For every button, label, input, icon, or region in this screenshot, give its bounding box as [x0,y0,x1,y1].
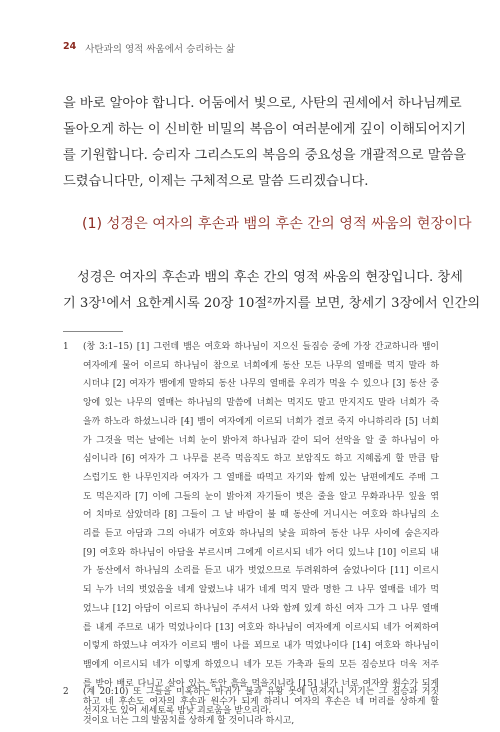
footnote-line: 하고 네 후손도 여자의 후손과 원수가 되게 하리니 여자의 후손은 네 머리를 상하게 할 [83,697,439,708]
footnote-number: 2 [63,687,69,697]
footnote-line: 었느냐 [12] 아담이 이르되 하나님이 주셔서 나와 함께 있게 하신 여자 그가 그 나무 열매 [83,603,439,614]
paragraph-line: 기 3장¹에서 요한계시록 20장 10절²까지를 보면, 창세기 3장에서 인간의 [63,296,481,311]
footnote-line: 가 그것을 먹는 날에는 너희 눈이 밝아져 하나님과 같이 되어 선악을 알 줄 하나님이 아 [83,435,439,446]
paragraph-line: 를 기원합니다. 승리자 그리스도의 복음의 중요성을 개괄적으로 말씀을 [63,148,466,163]
footnote-line: 리를 듣고 아담과 그의 아내가 여호와 하나님의 낯을 피하여 동산 나무 사이에 숨은지라 [83,529,439,540]
section-paragraph [63,265,481,317]
footnote-line: 선지자도 있어 세세토록 밤낮 괴로움을 받으리라. [83,705,272,716]
footnote-line: (창 3:1–15) [1] 그런데 뱀은 여호와 하나님이 지으신 들짐승 중에 가장 간교하니라 뱀이 [83,342,439,352]
footnote-line: 되 누가 너의 벗었음을 네게 알렸느냐 내가 네게 먹지 말라 명한 그 나무 열매를 네가 먹 [83,585,439,596]
footnote-line: [9] 여호와 하나님이 아담을 부르시며 그에게 이르시되 네가 어디 있느냐 [10] 이르되 내 [83,547,439,558]
footnote-line: 스럽기도 한 나무인지라 여자가 그 열매를 따먹고 자기와 함께 있는 남편에게도 주매 그 [83,472,439,483]
footnote-1 [63,338,439,731]
footnote-line: 이렇게 하였느냐 여자가 이르되 뱀이 나를 꾀므로 내가 먹었나이다 [14] 여호와 하나님이 [83,641,439,652]
footnote-line: 을까 하노라 하셨느니라 [4] 뱀이 여자에게 이르되 너희가 결코 죽지 아니하리라 [5] 너희 [83,416,439,427]
footnote-line: (계 20:10) 또 그들을 미혹하는 마귀가 불과 유황 못에 던져지니 거기는 그 짐승과 거짓 [83,687,439,697]
footnote-divider [63,331,123,332]
footnote-line: 를 받아 배로 다니고 살아 있는 동안 흙을 먹을지니라 [15] 내가 너로 여자와 원수가 되게 [83,678,439,689]
section-heading: (1) 성경은 여자의 후손과 뱀의 후손 간의 영적 싸움의 현장이다 [82,216,472,232]
footnote-line: 것이요 너는 그의 발꿈치를 상하게 할 것이니라 하시고, [83,716,295,727]
footnote-line: 도 먹은지라 [7] 이에 그들의 눈이 밝아져 자기들이 벗은 줄을 알고 무화과나무 잎을 엮 [83,491,439,502]
footnote-line: 시더냐 [2] 여자가 뱀에게 말하되 동산 나무의 열매를 우리가 먹을 수 있으나 [3] 동산 중 [83,379,439,390]
footnote-line: 가 동산에서 하나님의 소리를 듣고 내가 벗었으므로 두려워하여 숨었나이다 [11] 이르시 [83,566,439,577]
footnote-number: 1 [63,342,69,352]
running-title: 사탄과의 영적 싸움에서 승리하는 삶 [85,44,235,55]
footnote-line: 여자에게 물어 이르되 하나님이 참으로 너희에게 동산 모든 나무의 열매를 먹지 말라 하 [83,360,439,371]
intro-paragraph [63,91,466,195]
footnote-line: 뱀에게 이르시되 네가 이렇게 하였으니 네가 모든 가축과 들의 모든 짐승보다 더욱 저주 [83,659,439,670]
footnote-line: 앙에 있는 나무의 열매는 하나님의 말씀에 너희는 먹지도 말고 만지지도 말라 너희가 죽 [83,398,439,409]
paragraph-line: 성경은 여자의 후손과 뱀의 후손 간의 영적 싸움의 현장입니다. 창세 [77,270,463,285]
paragraph-line: 드렸습니다만, 이제는 구체적으로 말씀 드리겠습니다. [63,174,369,189]
paragraph-line: 돌아오게 하는 이 신비한 비밀의 복음이 여러분에게 깊이 이해되어지기 [63,122,466,137]
footnote-line: 를 내게 주므로 내가 먹었나이다 [13] 여호와 하나님이 여자에게 이르시되 네가 어찌하여 [83,622,439,633]
page-number: 24 [63,41,77,52]
footnote-line: 심이니라 [6] 여자가 그 나무를 본즉 먹음직도 하고 보암직도 하고 지혜롭게 할 만큼 탐 [83,454,439,465]
running-header [63,41,235,55]
footnote-2 [63,683,439,720]
paragraph-line: 을 바로 알아야 합니다. 어둠에서 빛으로, 사탄의 권세에서 하나님께로 [63,96,462,111]
footnote-line: 어 치마로 삼았더라 [8] 그들이 그 날 바람이 불 때 동산에 거니시는 여호와 하나님의 소 [83,510,439,521]
